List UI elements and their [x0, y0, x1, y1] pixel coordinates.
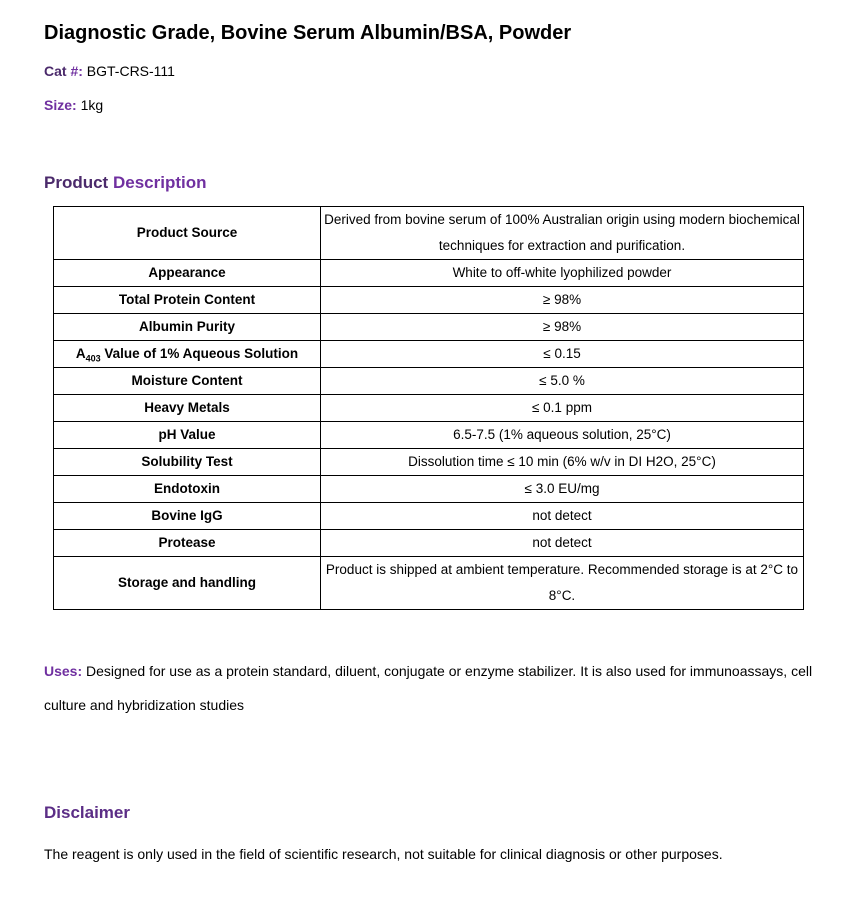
spec-label: Product Source	[54, 207, 321, 260]
spec-value: 6.5-7.5 (1% aqueous solution, 25°C)	[321, 422, 804, 449]
page-title: Diagnostic Grade, Bovine Serum Albumin/BSA, Powder	[44, 22, 572, 44]
spec-value: ≥ 98%	[321, 287, 804, 314]
disclaimer-text: The reagent is only used in the field of scientific research, not suitable for clinical diagnosis or other purposes.	[44, 846, 723, 862]
spec-value: Dissolution time ≤ 10 min (6% w/v in DI H2O, 25°C)	[321, 449, 804, 476]
table-row-total-protein	[54, 287, 804, 314]
table-row-solubility	[54, 449, 804, 476]
spec-value: ≤ 3.0 EU/mg	[321, 476, 804, 503]
spec-value: not detect	[321, 530, 804, 557]
spec-label: Moisture Content	[54, 368, 321, 395]
a403-subscript: 403	[85, 353, 101, 364]
heading-word-description: Description	[112, 173, 207, 192]
table-row-appearance	[54, 260, 804, 287]
table-row-albumin-purity	[54, 314, 804, 341]
size-line	[44, 97, 810, 114]
spec-label	[54, 341, 321, 368]
cat-label: Cat	[44, 63, 67, 79]
spec-label: Total Protein Content	[54, 287, 321, 314]
disclaimer-heading: Disclaimer	[44, 803, 130, 822]
spec-label: Endotoxin	[54, 476, 321, 503]
spec-label: Protease	[54, 530, 321, 557]
heading-word-product: Product	[44, 173, 109, 192]
spec-label: Heavy Metals	[54, 395, 321, 422]
table-row-a403	[54, 341, 804, 368]
spec-label: Albumin Purity	[54, 314, 321, 341]
a403-suffix: Value of 1% Aqueous Solution	[100, 346, 299, 361]
spec-label: Bovine IgG	[54, 503, 321, 530]
table-row-protease	[54, 530, 804, 557]
uses-label: Uses:	[44, 663, 83, 679]
spec-value: White to off-white lyophilized powder	[321, 260, 804, 287]
cat-label-symbol: #:	[70, 63, 83, 79]
spec-value: Product is shipped at ambient temperature. Recommended storage is at 2°C to 8°C.	[321, 557, 804, 610]
cat-value: BGT-CRS-111	[86, 63, 175, 79]
product-description-heading	[44, 172, 810, 193]
spec-value: ≥ 98%	[321, 314, 804, 341]
table-row-endotoxin	[54, 476, 804, 503]
spec-table	[53, 206, 804, 610]
spec-label: Appearance	[54, 260, 321, 287]
catalog-number-line	[44, 63, 810, 80]
uses-text: Designed for use as a protein standard, diluent, conjugate or enzyme stabilizer. It is also used for immunoassays, cell culture and hybridization studies	[44, 663, 813, 713]
uses-paragraph	[44, 654, 814, 722]
spec-value: ≤ 0.1 ppm	[321, 395, 804, 422]
spec-value: Derived from bovine serum of 100% Australian origin using modern biochemical techniques for extraction and purification.	[321, 207, 804, 260]
table-row-bovine-igg	[54, 503, 804, 530]
size-label: Size:	[44, 97, 77, 113]
spec-value: not detect	[321, 503, 804, 530]
size-value: 1kg	[80, 97, 104, 113]
table-row-heavy-metals	[54, 395, 804, 422]
a403-prefix: A	[75, 346, 86, 361]
table-row-ph	[54, 422, 804, 449]
table-row-storage	[54, 557, 804, 610]
spec-label: pH Value	[54, 422, 321, 449]
spec-label: Solubility Test	[54, 449, 321, 476]
spec-value: ≤ 5.0 %	[321, 368, 804, 395]
table-row-moisture	[54, 368, 804, 395]
spec-value: ≤ 0.15	[321, 341, 804, 368]
table-row-product-source	[54, 207, 804, 260]
spec-label: Storage and handling	[54, 557, 321, 610]
